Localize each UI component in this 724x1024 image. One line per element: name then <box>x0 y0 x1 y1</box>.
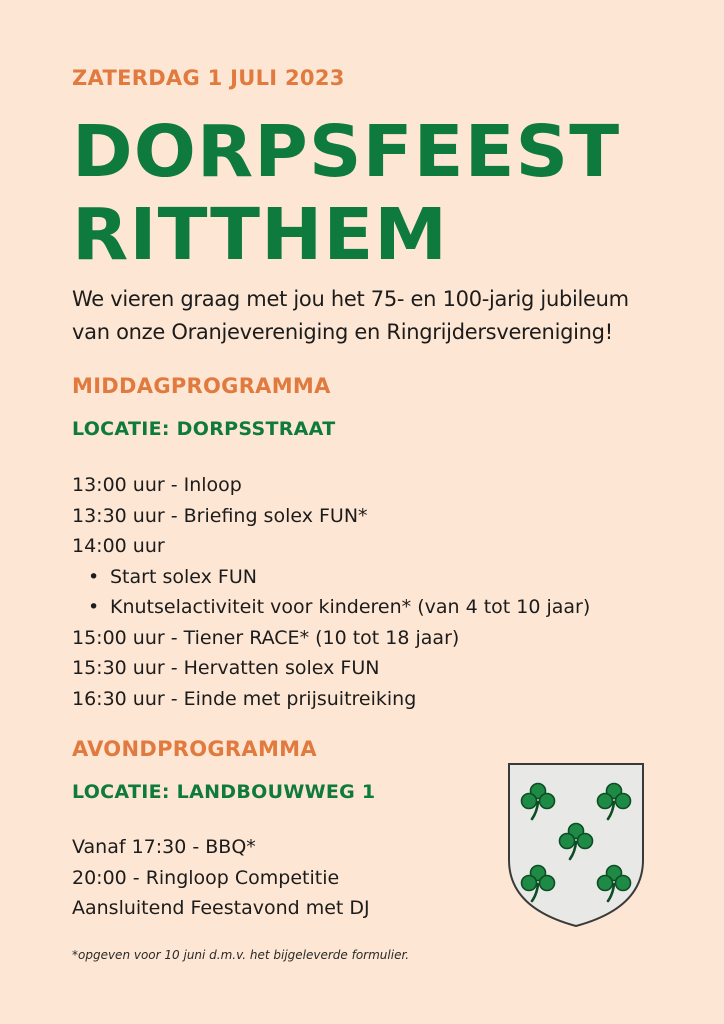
intro-text <box>72 283 672 349</box>
intro-line-2: van onze Oranjevereniging en Ringrijdersvereniging! <box>72 320 613 344</box>
evening-schedule <box>72 832 370 924</box>
event-title <box>72 110 620 276</box>
event-date: ZATERDAG 1 JULI 2023 <box>72 66 345 90</box>
schedule-item: Aansluitend Feestavond met DJ <box>72 897 370 919</box>
schedule-sub-item: • Knutselactiviteit voor kinderen* (van 4 tot 10 jaar) <box>72 592 590 623</box>
afternoon-schedule <box>72 470 590 714</box>
evening-location: LOCATIE: LANDBOUWWEG 1 <box>72 781 376 803</box>
schedule-item: 16:30 uur - Einde met prijsuitreiking <box>72 687 417 710</box>
schedule-item: Vanaf 17:30 - BBQ* <box>72 836 256 858</box>
schedule-item: 15:30 uur - Hervatten solex FUN <box>72 657 380 679</box>
footnote: *opgeven voor 10 juni d.m.v. het bijgeleverde formulier. <box>72 948 410 962</box>
afternoon-location: LOCATIE: DORPSSTRAAT <box>72 418 336 440</box>
intro-line-1: We vieren graag met jou het 75- en 100-jarig jubileum <box>72 287 629 311</box>
schedule-item: 14:00 uur <box>72 535 165 557</box>
afternoon-heading: MIDDAGPROGRAMMA <box>72 374 331 398</box>
title-line-2: RITTHEM <box>72 193 449 276</box>
schedule-item: 20:00 - Ringloop Competitie <box>72 866 340 889</box>
evening-heading: AVONDPROGRAMMA <box>72 737 317 761</box>
schedule-sub-item: • Start solex FUN <box>72 562 590 593</box>
shield-clover-crest-icon <box>506 760 646 930</box>
title-line-1: DORPSFEEST <box>72 110 621 193</box>
schedule-item: 15:00 uur - Tiener RACE* (10 tot 18 jaar) <box>72 626 460 649</box>
schedule-item: 13:30 uur - Briefing solex FUN* <box>72 504 368 527</box>
schedule-item: 13:00 uur - Inloop <box>72 474 242 496</box>
